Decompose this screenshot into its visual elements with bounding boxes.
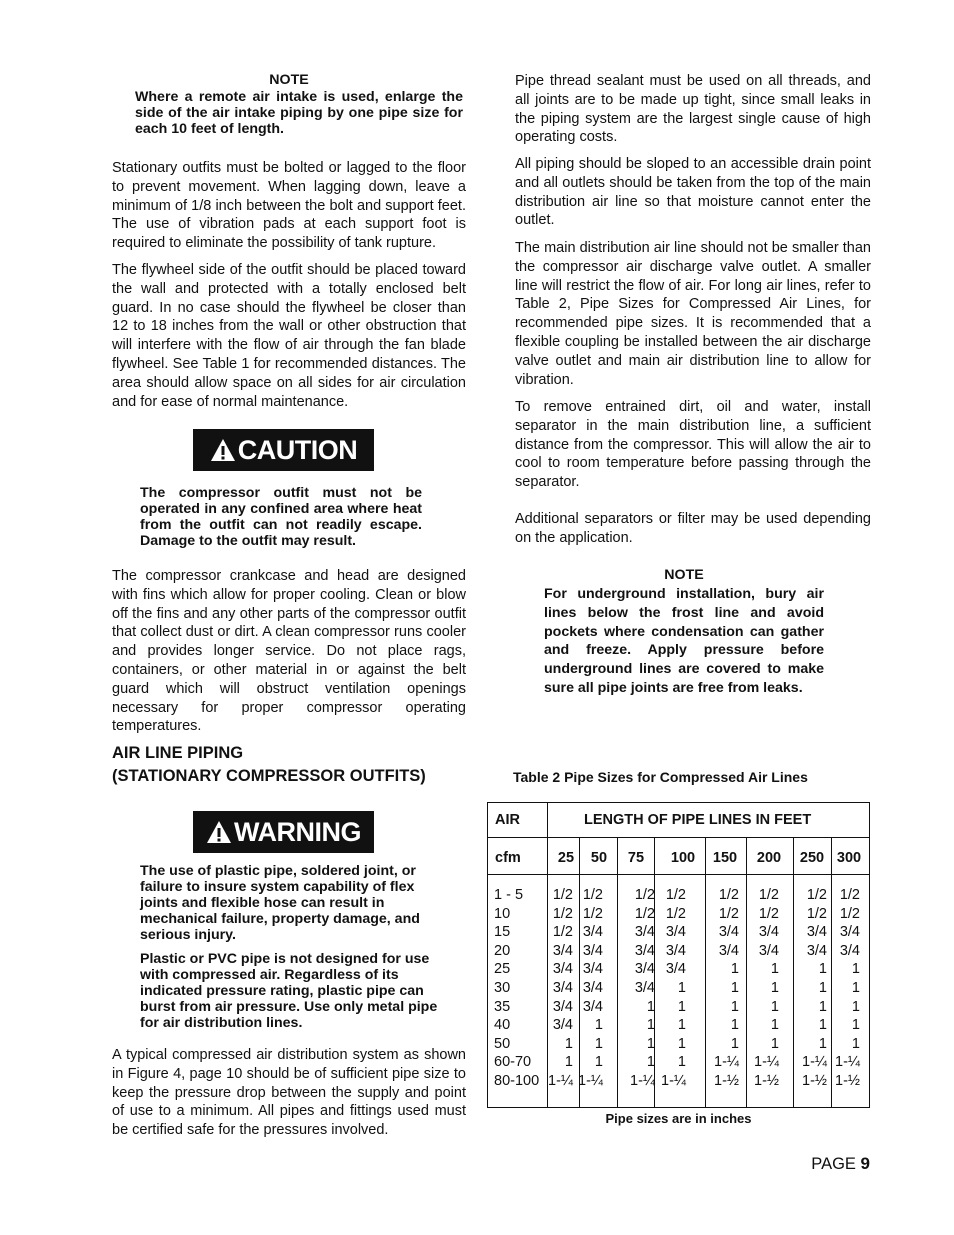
- pipe-size-cell: 3/4: [552, 980, 573, 996]
- pipe-size-cell: 1-½: [802, 1073, 827, 1089]
- pipe-size-cell: 1: [818, 1017, 827, 1034]
- table-divider: [746, 837, 747, 1107]
- pipe-size-cell: 3/4: [582, 924, 603, 941]
- pipe-size-cell: 3/4: [758, 924, 779, 941]
- pipe-size-cell: 1: [730, 998, 739, 1015]
- pipe-size-cell: 1/2: [634, 887, 655, 903]
- warning-text-pvc: Plastic or PVC pipe is not designed for use with compressed air. Regardless of its indicated pressure rating, plastic pipe can burst from air pressure. Use only metal pipe for air distribution lines.: [140, 951, 438, 1031]
- pipe-size-cell: 1: [851, 998, 860, 1015]
- warning-label: WARNING: [234, 817, 361, 847]
- pipe-size-cell: 3/4: [839, 924, 860, 941]
- pipe-size-cell: 1-¼: [630, 1073, 655, 1089]
- paragraph-cooling: The compressor crankcase and head are designed with fins which allow for proper cooling. Clean or blow off the fins and any other parts of the compressor outfit that collect dust or dirt. A clean compressor runs cooler and provides longer service. Do not place rags, containers, or other material in or against the belt guard which will obstruct ventilation openings necessary for proper compressor operating temperatures.: [112, 568, 466, 735]
- table-divider: [705, 837, 706, 1107]
- pipe-size-cell: 1: [818, 980, 827, 996]
- cfm-cell: 15: [494, 924, 511, 941]
- pipe-size-cell: 1: [646, 1054, 655, 1071]
- pipe-size-cell: 1: [770, 998, 779, 1015]
- table-divider: [617, 837, 618, 1107]
- pipe-size-cell: 1: [818, 961, 827, 978]
- paragraph-slope: All piping should be sloped to an accessible drain point and all outlets should be taken from the top of the main distribution air line so that moisture cannot enter the outlet.: [515, 156, 871, 229]
- pipe-size-cell: 3/4: [552, 961, 573, 978]
- pipe-size-cell: 1: [730, 1035, 739, 1052]
- caution-text: The compressor outfit must not be operated in any confined area where heat from the outfit can not readily escape. Damage to the outfit may result.: [140, 485, 422, 549]
- pipe-size-cell: 1/2: [758, 905, 779, 922]
- table-divider: [488, 837, 869, 838]
- pipe-size-cell: 1: [594, 1035, 603, 1052]
- page-number-value: 9: [860, 1154, 870, 1173]
- pipe-size-cell: 1/2: [718, 905, 739, 922]
- pipe-size-cell: 1/2: [758, 887, 779, 903]
- section-heading-line1: AIR LINE PIPING: [112, 744, 244, 762]
- pipe-size-cell: 1/2: [806, 887, 827, 903]
- paragraph-separator: To remove entrained dirt, oil and water, install separator in the main distribution line, a sufficient distance from the compressor. This will allow the air to cool to room temperature before passing through the separator.: [515, 399, 871, 491]
- pipe-size-cell: 3/4: [552, 998, 573, 1015]
- section-heading-line2: (STATIONARY COMPRESSOR OUTFITS): [112, 767, 426, 785]
- table-divider: [831, 837, 832, 1107]
- pipe-size-cell: 1: [851, 1035, 860, 1052]
- pipe-size-cell: 3/4: [718, 924, 739, 941]
- length-header: LENGTH OF PIPE LINES IN FEET: [584, 812, 812, 828]
- pipe-size-cell: 1: [770, 1017, 779, 1034]
- paragraph-sealant: Pipe thread sealant must be used on all threads, and all joints are to be made up tight, since small leaks in the piping system are the largest single cause of high operating costs.: [515, 73, 871, 146]
- pipe-size-cell: 1/2: [582, 887, 603, 903]
- cfm-cell: 20: [494, 942, 511, 959]
- pipe-size-cell: 1/2: [839, 905, 860, 922]
- pipe-size-cell: 1/2: [582, 905, 603, 922]
- pipe-size-cell: 1: [594, 1017, 603, 1034]
- pipe-size-cell: 1-¼: [578, 1073, 603, 1089]
- pipe-size-cell: 3/4: [582, 942, 603, 959]
- length-header-cell: 300: [836, 850, 862, 866]
- paragraph-mounting: Stationary outfits must be bolted or lagged to the floor to prevent movement. When lagging down, leave a minimum of 1/8 inch between the bolt and support feet. The use of vibration pads at each support foot is required to eliminate the possibility of tank rupture.: [112, 160, 466, 252]
- pipe-size-cell: 1/2: [665, 887, 686, 903]
- pipe-size-cell: 3/4: [634, 980, 655, 996]
- warning-triangle-icon: [210, 438, 236, 462]
- paragraph-main-line: The main distribution air line should not be smaller than the compressor air discharge valve outlet. A smaller line will restrict the flow of air. For long air lines, refer to Table 2, Pipe Sizes for Compressed Air Lines, for recommended pipe sizes. It is recommended that a flexible coupling be installed between the air discharge valve outlet and main air distribution line to allow for vibration.: [515, 240, 871, 388]
- cfm-cell: 35: [494, 998, 511, 1015]
- note-heading: NOTE: [269, 72, 309, 88]
- paragraph-additional-separators: Additional separators or filter may be used depending on the application.: [515, 511, 871, 546]
- pipe-size-cell: 1/2: [806, 905, 827, 922]
- pipe-size-cell: 1: [677, 980, 686, 996]
- pipe-size-cell: 3/4: [758, 942, 779, 959]
- pipe-size-cell: 1: [818, 998, 827, 1015]
- pipe-size-cell: 1: [564, 1054, 573, 1071]
- pipe-size-cell: 1: [730, 1017, 739, 1034]
- page-number: [770, 1154, 870, 1174]
- table-note: Pipe sizes are in inches: [605, 1111, 752, 1126]
- pipe-size-cell: 1-½: [714, 1073, 739, 1089]
- length-header-cell: 200: [756, 850, 782, 866]
- table-divider: [488, 874, 869, 875]
- cfm-cell: 10: [494, 905, 511, 922]
- paragraph-flywheel: The flywheel side of the outfit should be placed toward the wall and protected with a totally enclosed belt guard. In no case should the flywheel be closer than 12 to 18 inches from the wall or other obstruction that will interfere with the flow of air through the fan blade flywheel. See Table 1 for recommended distances. The area should allow space on all sides for air circulation and for ease of normal maintenance.: [112, 262, 466, 410]
- cfm-cell: 40: [494, 1017, 511, 1034]
- pipe-size-cell: 1: [677, 998, 686, 1015]
- pipe-size-cell: 1/2: [839, 887, 860, 903]
- pipe-size-cell: 3/4: [552, 1017, 573, 1034]
- pipe-size-cell: 3/4: [634, 961, 655, 978]
- length-header-cell: 150: [712, 850, 738, 866]
- pipe-size-cell: 1-½: [835, 1073, 860, 1089]
- warning-banner: [193, 811, 374, 853]
- pipe-size-cell: 1: [770, 961, 779, 978]
- paragraph-distribution-system: A typical compressed air distribution system as shown in Figure 4, page 10 should be of sufficient pipe size to keep the pressure drop between the supply and point of use to a minimum. All pipes and fittings used must be certified safe for the pressures involved.: [112, 1047, 466, 1139]
- pipe-size-cell: 1: [730, 980, 739, 996]
- pipe-size-cell: 1: [677, 1035, 686, 1052]
- pipe-size-cell: 3/4: [806, 942, 827, 959]
- cfm-cell: 25: [494, 961, 511, 978]
- pipe-size-cell: 1: [594, 1054, 603, 1071]
- pipe-size-cell: 3/4: [665, 961, 686, 978]
- pipe-size-cell: 1: [851, 980, 860, 996]
- note-text: Where a remote air intake is used, enlarge the side of the air intake piping by one pipe size for each 10 feet of length.: [135, 89, 463, 137]
- pipe-size-cell: 1-¼: [802, 1054, 827, 1071]
- pipe-size-cell: 3/4: [582, 980, 603, 996]
- pipe-size-cell: 1/2: [552, 887, 573, 903]
- pipe-size-cell: 3/4: [665, 942, 686, 959]
- pipe-size-cell: 1: [646, 1017, 655, 1034]
- pipe-size-cell: 3/4: [806, 924, 827, 941]
- cfm-cell: 1 - 5: [494, 887, 524, 903]
- pipe-size-cell: 1: [818, 1035, 827, 1052]
- cfm-cell: 80-100: [494, 1073, 540, 1089]
- page-label: PAGE: [811, 1155, 856, 1173]
- warning-triangle-icon: [206, 820, 232, 844]
- pipe-size-cell: 3/4: [582, 961, 603, 978]
- pipe-size-cell: 1: [730, 961, 739, 978]
- warning-text-plastic-pipe: The use of plastic pipe, soldered joint, or failure to insure system capability of flex joints and flexible hose can result in mechanical failure, property damage, and serious injury.: [140, 863, 420, 943]
- cfm-cell: 50: [494, 1035, 511, 1052]
- pipe-size-cell: 1: [646, 998, 655, 1015]
- pipe-size-cell: 1/2: [665, 905, 686, 922]
- pipe-size-cell: 1-¼: [714, 1054, 739, 1071]
- pipe-size-cell: 3/4: [634, 942, 655, 959]
- pipe-size-cell: 1: [677, 1017, 686, 1034]
- cfm-header: cfm: [495, 850, 521, 866]
- pipe-size-cell: 3/4: [718, 942, 739, 959]
- length-header-cell: 75: [627, 850, 645, 866]
- pipe-size-cell: 1: [770, 980, 779, 996]
- pipe-size-cell: 1-¼: [548, 1073, 573, 1089]
- pipe-size-cell: 1: [677, 1054, 686, 1071]
- note-text-underground: For underground installation, bury air lines below the frost line and avoid pockets where condensation can gather and freeze. Apply pressure before underground lines are covered to make sure all pipe joints are free from leaks.: [544, 586, 824, 696]
- pipe-size-cell: 1-½: [754, 1073, 779, 1089]
- length-header-cell: 25: [557, 850, 575, 866]
- pipe-size-cell: 1: [851, 961, 860, 978]
- pipe-size-cell: 1: [770, 1035, 779, 1052]
- length-header-cell: 100: [670, 850, 696, 866]
- pipe-size-cell: 3/4: [582, 998, 603, 1015]
- pipe-size-cell: 3/4: [839, 942, 860, 959]
- pipe-size-cell: 1-¼: [754, 1054, 779, 1071]
- pipe-size-cell: 1-¼: [835, 1054, 860, 1071]
- pipe-size-cell: 3/4: [552, 942, 573, 959]
- air-header: AIR: [495, 812, 520, 828]
- cfm-cell: 30: [494, 980, 511, 996]
- pipe-size-cell: 1/2: [552, 905, 573, 922]
- caution-banner: [193, 429, 374, 471]
- table-caption: Table 2 Pipe Sizes for Compressed Air Lines: [513, 769, 808, 785]
- pipe-size-cell: 1-¼: [661, 1073, 686, 1089]
- pipe-size-cell: 1: [851, 1017, 860, 1034]
- note-heading-underground: NOTE: [664, 567, 704, 583]
- pipe-size-cell: 3/4: [665, 924, 686, 941]
- pipe-size-cell: 1/2: [552, 924, 573, 941]
- cfm-cell: 60-70: [494, 1054, 532, 1071]
- table-divider: [793, 837, 794, 1107]
- pipe-size-cell: 1: [564, 1035, 573, 1052]
- pipe-size-cell: 1/2: [634, 905, 655, 922]
- length-header-cell: 250: [799, 850, 825, 866]
- pipe-size-cell: 1: [646, 1035, 655, 1052]
- pipe-size-cell: 1/2: [718, 887, 739, 903]
- length-header-cell: 50: [590, 850, 608, 866]
- caution-label: CAUTION: [237, 435, 358, 465]
- pipe-size-table: [487, 802, 870, 1108]
- pipe-size-cell: 3/4: [634, 924, 655, 941]
